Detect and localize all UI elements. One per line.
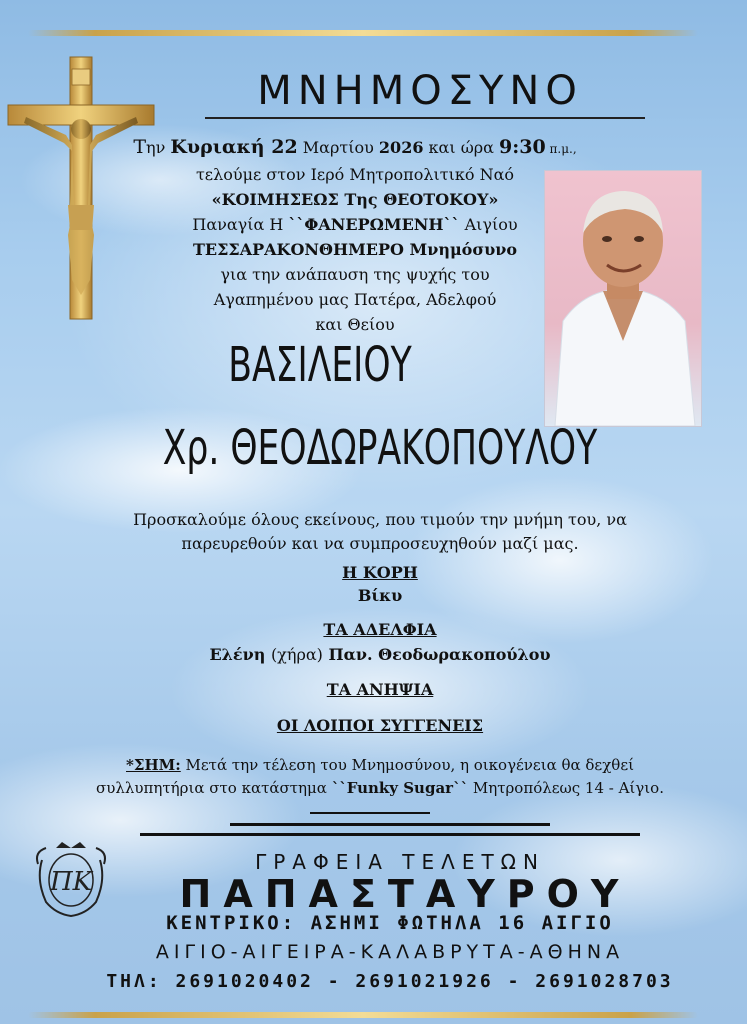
sibling-surname: Παν. Θεοδωρακοπούλου	[322, 645, 551, 664]
daughter-name: Βίκυ	[357, 586, 403, 605]
divider-rule-2	[230, 823, 550, 826]
invitation-line-2: παρευρεθούν και να συμπροσευχηθούν μαζί μας.	[181, 534, 579, 553]
note-line-1-text: Μετά την τέλεση του Μνημοσύνου, η οικογένεια θα δεχθεί	[180, 756, 634, 774]
note-line-2	[70, 777, 690, 800]
intro-panagia-a: Παναγία Η	[192, 215, 289, 234]
intro-date-text: ην	[146, 138, 171, 157]
intro-text	[100, 135, 610, 337]
note-shop: ``Funky Sugar``	[331, 779, 469, 797]
logo-monogram: ΠΚ	[49, 867, 93, 897]
portrait-drawing	[545, 171, 701, 426]
drop-letter: Τ	[133, 136, 146, 158]
siblings-names	[60, 645, 700, 664]
funeral-home-name: ΠΑΠΑΣΤΑΥΡΟΥ	[179, 872, 631, 916]
funeral-home-title: ΓΡΑΦΕΙΑ ΤΕΛΕΤΩΝ	[255, 850, 545, 874]
invitation-line-1: Προσκαλούμε όλους εκείνους, που τιμούν την μνήμη του, να	[133, 510, 627, 529]
note-text	[70, 754, 690, 800]
daughter-label: Η ΚΟΡΗ	[342, 563, 418, 582]
intro-panagia-b: ``ΦΑΝΕΡΩΜΕΝΗ``	[288, 215, 460, 234]
funeral-home-logo-icon	[32, 840, 110, 920]
intro-line-church-name: «ΚΟΙΜΗΣΕΩΣ Της ΘΕΟΤΟΚΟΥ»	[211, 190, 499, 209]
intro-panagia-c: Αιγίου	[459, 215, 518, 234]
relatives-label: ΟΙ ΛΟΙΠΟΙ ΣΥΓΓΕΝΕΙΣ	[276, 716, 484, 735]
invitation-text	[60, 508, 700, 556]
intro-line-uncle: και Θείου	[315, 315, 395, 334]
intro-line-relation: Αγαπημένου μας Πατέρα, Αδελφού	[213, 290, 497, 309]
portrait-photo	[544, 170, 702, 427]
note-line-2c: Μητροπόλεως 14 - Αίγιο.	[468, 779, 664, 797]
intro-ampm: π.μ.,	[545, 142, 577, 156]
deceased-first-name: ΒΑΣΙΛΕΙΟΥ	[228, 337, 412, 393]
note-line-1	[70, 754, 690, 777]
page-title: ΜΝΗΜΟΣΥΝΟ	[257, 68, 583, 114]
bottom-gold-bar	[28, 1012, 698, 1018]
funeral-home-towns: ΑΙΓΙΟ-ΑΙΓΕΙΡΑ-ΚΑΛΑΒΡΥΤΑ-ΑΘΗΝΑ	[155, 941, 625, 963]
intro-line-date	[100, 135, 610, 162]
title-underline	[205, 117, 645, 119]
funeral-home-address: ΚΕΝΤΡΙΚΟ: ΑΣΗΜΙ ΦΩΤΗΛΑ 16 ΑΙΓΙΟ	[166, 912, 614, 934]
sibling-name: Ελένη	[209, 645, 271, 664]
top-gold-bar	[28, 30, 698, 36]
intro-line-panagia	[100, 212, 610, 237]
siblings-label: ΤΑ ΑΔΕΛΦΙΑ	[323, 620, 437, 639]
intro-year: 2026	[378, 138, 424, 157]
intro-time-label: και ώρα	[423, 138, 500, 157]
intro-time: 9:30	[499, 136, 546, 158]
intro-line-church: τελούμε στον Ιερό Μητροπολιτικό Ναό	[195, 165, 515, 184]
deceased-surname: Χρ. ΘΕΟΔΩΡΑΚΟΠΟΥΛΟΥ	[162, 420, 598, 476]
intro-month: Μαρτίου	[297, 138, 379, 157]
funeral-home-phones: ΤΗΛ: 2691020402 - 2691021926 - 2691028703	[106, 971, 674, 992]
note-line-2a: συλλυπητήρια στο κατάστημα	[96, 779, 332, 797]
divider-rule-1	[310, 812, 430, 814]
divider-rule-3	[140, 833, 640, 836]
intro-day: Κυριακή 22	[170, 136, 298, 158]
intro-line-memorial: ΤΕΣΣΑΡΑΚΟΝΘΗΜΕΡΟ Μνημόσυνο	[192, 240, 518, 259]
intro-line-soul: για την ανάπαυση της ψυχής του	[220, 265, 490, 284]
nephews-label: ΤΑ ΑΝΗΨΙΑ	[326, 680, 434, 699]
note-prefix: *ΣΗΜ:	[126, 756, 181, 774]
sibling-widow: (χήρα)	[270, 645, 323, 664]
